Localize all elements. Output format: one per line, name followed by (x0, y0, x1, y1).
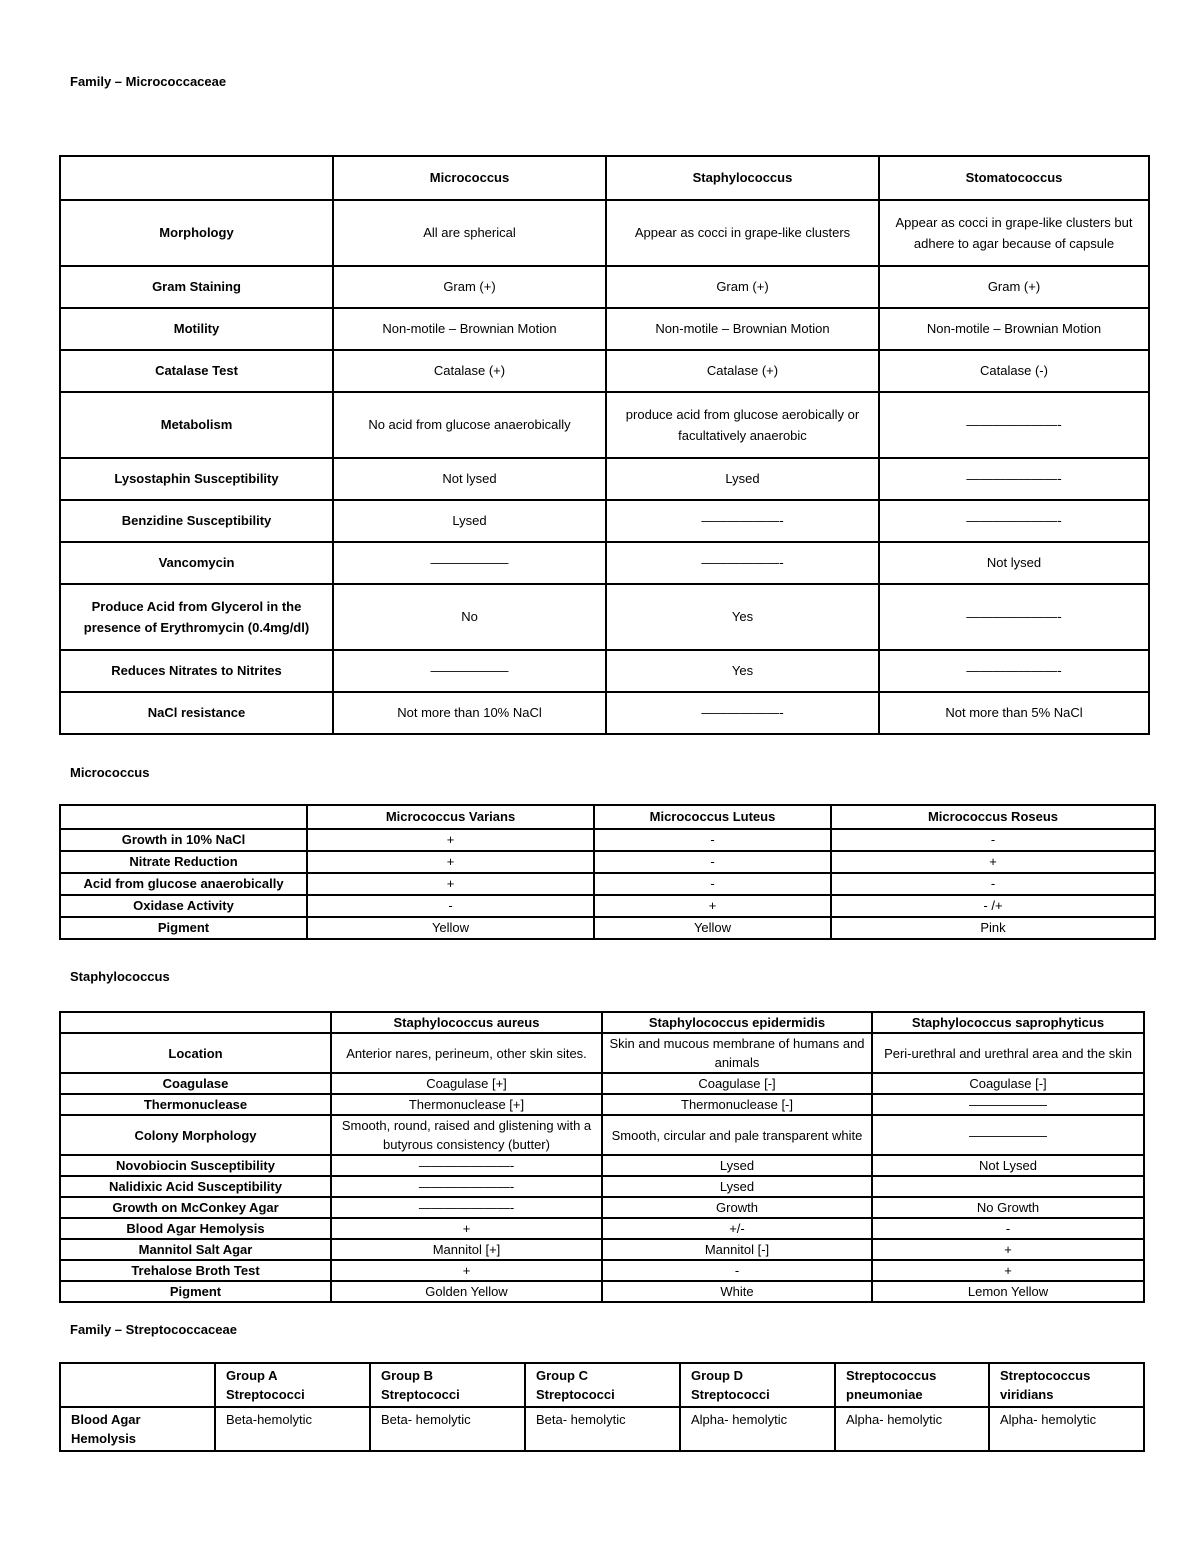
table-cell: ———————- (331, 1176, 602, 1197)
header-cell (60, 805, 307, 829)
row-label: Acid from glucose anaerobically (60, 873, 307, 895)
header-cell: Micrococcus Roseus (831, 805, 1155, 829)
table-cell: Yes (606, 650, 879, 692)
table-cell (872, 1176, 1144, 1197)
table-row (60, 650, 1149, 692)
table-cell: Anterior nares, perineum, other skin sites. (331, 1033, 602, 1073)
table-row (60, 1176, 1144, 1197)
table-row (60, 308, 1149, 350)
table-cell: Skin and mucous membrane of humans and animals (602, 1033, 872, 1073)
micrococcaceae-comparison-table (59, 155, 1150, 735)
header-cell: Group A Streptococci (215, 1363, 370, 1407)
table-row (60, 500, 1149, 542)
table-cell: No Growth (872, 1197, 1144, 1218)
table-cell: Yes (606, 584, 879, 650)
table-cell: - (594, 851, 831, 873)
header-cell (60, 1363, 215, 1407)
staphylococcus-species-table (59, 1011, 1145, 1303)
table-cell: No (333, 584, 606, 650)
table-cell: —————— (333, 650, 606, 692)
table-cell: Lysed (606, 458, 879, 500)
table-row (60, 266, 1149, 308)
table-cell: + (331, 1260, 602, 1281)
table-cell: Yellow (307, 917, 594, 939)
row-label: Metabolism (60, 392, 333, 458)
table-cell: Not Lysed (872, 1155, 1144, 1176)
row-label: Motility (60, 308, 333, 350)
table-cell: + (331, 1218, 602, 1239)
row-label: Benzidine Susceptibility (60, 500, 333, 542)
table-cell: —————— (333, 542, 606, 584)
table-row (60, 851, 1155, 873)
table-cell: - (594, 829, 831, 851)
table-header-row (60, 1012, 1144, 1033)
table-cell: Not lysed (333, 458, 606, 500)
row-label: Mannitol Salt Agar (60, 1239, 331, 1260)
header-cell: Staphylococcus epidermidis (602, 1012, 872, 1033)
table-cell: produce acid from glucose aerobically or facultatively anaerobic (606, 392, 879, 458)
table-row (60, 458, 1149, 500)
table-cell: Non-motile – Brownian Motion (879, 308, 1149, 350)
table-cell: Appear as cocci in grape-like clusters (606, 200, 879, 266)
table-cell: Peri-urethral and urethral area and the skin (872, 1033, 1144, 1073)
table-cell: Mannitol [+] (331, 1239, 602, 1260)
table-row (60, 584, 1149, 650)
table-cell: Thermonuclease [+] (331, 1094, 602, 1115)
header-cell: Staphylococcus aureus (331, 1012, 602, 1033)
table-row (60, 917, 1155, 939)
header-cell: Streptococcus pneumoniae (835, 1363, 989, 1407)
table-row (60, 1073, 1144, 1094)
row-label: Lysostaphin Susceptibility (60, 458, 333, 500)
row-label: Location (60, 1033, 331, 1073)
table-cell: - (307, 895, 594, 917)
row-label: Gram Staining (60, 266, 333, 308)
table-cell: Catalase (+) (606, 350, 879, 392)
table-row (60, 1094, 1144, 1115)
table-cell: Gram (+) (333, 266, 606, 308)
row-label: Colony Morphology (60, 1115, 331, 1155)
table-cell: Alpha- hemolytic (989, 1407, 1144, 1451)
table-cell: ———————- (879, 458, 1149, 500)
table-cell: White (602, 1281, 872, 1302)
row-label: Oxidase Activity (60, 895, 307, 917)
table-cell: Alpha- hemolytic (680, 1407, 835, 1451)
header-cell: Micrococcus (333, 156, 606, 200)
table-cell: Golden Yellow (331, 1281, 602, 1302)
header-cell: Micrococcus Varians (307, 805, 594, 829)
table-cell: All are spherical (333, 200, 606, 266)
table-cell: ——————- (606, 500, 879, 542)
table-cell: ———————- (879, 392, 1149, 458)
table-cell: Lysed (602, 1155, 872, 1176)
table-cell: Coagulase [-] (602, 1073, 872, 1094)
row-label: Vancomycin (60, 542, 333, 584)
table-cell: ———————- (331, 1197, 602, 1218)
table-cell: Lysed (602, 1176, 872, 1197)
row-label: Blood Agar Hemolysis (60, 1407, 215, 1451)
table-cell: - (831, 829, 1155, 851)
row-label: Nalidixic Acid Susceptibility (60, 1176, 331, 1197)
table-cell: Pink (831, 917, 1155, 939)
table-row (60, 1218, 1144, 1239)
table-cell: ———————- (879, 584, 1149, 650)
row-label: Produce Acid from Glycerol in the presence of Erythromycin (0.4mg/dl) (60, 584, 333, 650)
table-cell: ——————- (606, 542, 879, 584)
table-header-row (60, 156, 1149, 200)
table-cell: Not lysed (879, 542, 1149, 584)
table-cell: Appear as cocci in grape-like clusters but adhere to agar because of capsule (879, 200, 1149, 266)
table-row (60, 200, 1149, 266)
table-cell: + (307, 873, 594, 895)
header-cell: Stomatococcus (879, 156, 1149, 200)
table-row (60, 1239, 1144, 1260)
table-row (60, 692, 1149, 734)
row-label: Coagulase (60, 1073, 331, 1094)
table-cell: Beta- hemolytic (525, 1407, 680, 1451)
table-cell: - (872, 1218, 1144, 1239)
table-cell: Lemon Yellow (872, 1281, 1144, 1302)
table-cell: Beta-hemolytic (215, 1407, 370, 1451)
table-row (60, 1115, 1144, 1155)
table-cell: + (307, 829, 594, 851)
table-header-row (60, 805, 1155, 829)
table-cell: + (831, 851, 1155, 873)
table-header-row (60, 1363, 1144, 1407)
table-row (60, 895, 1155, 917)
table-cell: Beta- hemolytic (370, 1407, 525, 1451)
table-cell: Catalase (+) (333, 350, 606, 392)
table-cell: - (602, 1260, 872, 1281)
table-row (60, 350, 1149, 392)
table-row (60, 829, 1155, 851)
header-cell: Group B Streptococci (370, 1363, 525, 1407)
table-cell: + (872, 1260, 1144, 1281)
row-label: Nitrate Reduction (60, 851, 307, 873)
row-label: Reduces Nitrates to Nitrites (60, 650, 333, 692)
table-cell: Smooth, round, raised and glistening with a butyrous consistency (butter) (331, 1115, 602, 1155)
row-label: Catalase Test (60, 350, 333, 392)
table-cell: Gram (+) (606, 266, 879, 308)
table-cell: Not more than 10% NaCl (333, 692, 606, 734)
table-row (60, 1197, 1144, 1218)
table-cell: Thermonuclease [-] (602, 1094, 872, 1115)
table-cell: - (831, 873, 1155, 895)
table-row (60, 542, 1149, 584)
table-cell: ———————- (879, 500, 1149, 542)
row-label: Novobiocin Susceptibility (60, 1155, 331, 1176)
micrococcus-species-table (59, 804, 1156, 940)
header-cell: Staphylococcus (606, 156, 879, 200)
table-cell: + (594, 895, 831, 917)
row-label: Morphology (60, 200, 333, 266)
table-cell: Non-motile – Brownian Motion (606, 308, 879, 350)
table-row (60, 1155, 1144, 1176)
table-cell: +/- (602, 1218, 872, 1239)
table-cell: + (307, 851, 594, 873)
row-label: Trehalose Broth Test (60, 1260, 331, 1281)
table-cell: + (872, 1239, 1144, 1260)
table-cell: —————— (872, 1094, 1144, 1115)
row-label: NaCl resistance (60, 692, 333, 734)
row-label: Growth on McConkey Agar (60, 1197, 331, 1218)
table-cell: Gram (+) (879, 266, 1149, 308)
staphylococcus-heading: Staphylococcus (70, 969, 170, 984)
micrococcus-heading: Micrococcus (70, 765, 150, 780)
table-row (60, 1281, 1144, 1302)
table-cell: Growth (602, 1197, 872, 1218)
table-cell: ———————- (331, 1155, 602, 1176)
table-row (60, 1033, 1144, 1073)
header-cell (60, 1012, 331, 1033)
row-label: Pigment (60, 1281, 331, 1302)
table-cell: Mannitol [-] (602, 1239, 872, 1260)
table-cell: Coagulase [+] (331, 1073, 602, 1094)
table-cell: Yellow (594, 917, 831, 939)
table-row (60, 873, 1155, 895)
table-cell: Not more than 5% NaCl (879, 692, 1149, 734)
table-cell: ———————- (879, 650, 1149, 692)
header-cell: Group D Streptococci (680, 1363, 835, 1407)
table-cell: —————— (872, 1115, 1144, 1155)
header-cell: Streptococcus viridians (989, 1363, 1144, 1407)
row-label: Blood Agar Hemolysis (60, 1218, 331, 1239)
row-label: Growth in 10% NaCl (60, 829, 307, 851)
table-row (60, 1260, 1144, 1281)
table-row (60, 1407, 1144, 1451)
table-cell: Lysed (333, 500, 606, 542)
table-cell: Non-motile – Brownian Motion (333, 308, 606, 350)
table-cell: Alpha- hemolytic (835, 1407, 989, 1451)
family-micrococcaceae-heading: Family – Micrococcaceae (70, 74, 227, 89)
row-label: Thermonuclease (60, 1094, 331, 1115)
table-row (60, 392, 1149, 458)
header-cell (60, 156, 333, 200)
table-cell: Smooth, circular and pale transparent white (602, 1115, 872, 1155)
table-cell: - (594, 873, 831, 895)
table-cell: Coagulase [-] (872, 1073, 1144, 1094)
header-cell: Group C Streptococci (525, 1363, 680, 1407)
streptococcaceae-table (59, 1362, 1145, 1452)
header-cell: Staphylococcus saprophyticus (872, 1012, 1144, 1033)
row-label: Pigment (60, 917, 307, 939)
header-cell: Micrococcus Luteus (594, 805, 831, 829)
table-cell: - /+ (831, 895, 1155, 917)
family-streptococcaceae-heading: Family – Streptococcaceae (70, 1322, 237, 1337)
table-cell: ——————- (606, 692, 879, 734)
table-cell: No acid from glucose anaerobically (333, 392, 606, 458)
table-cell: Catalase (-) (879, 350, 1149, 392)
